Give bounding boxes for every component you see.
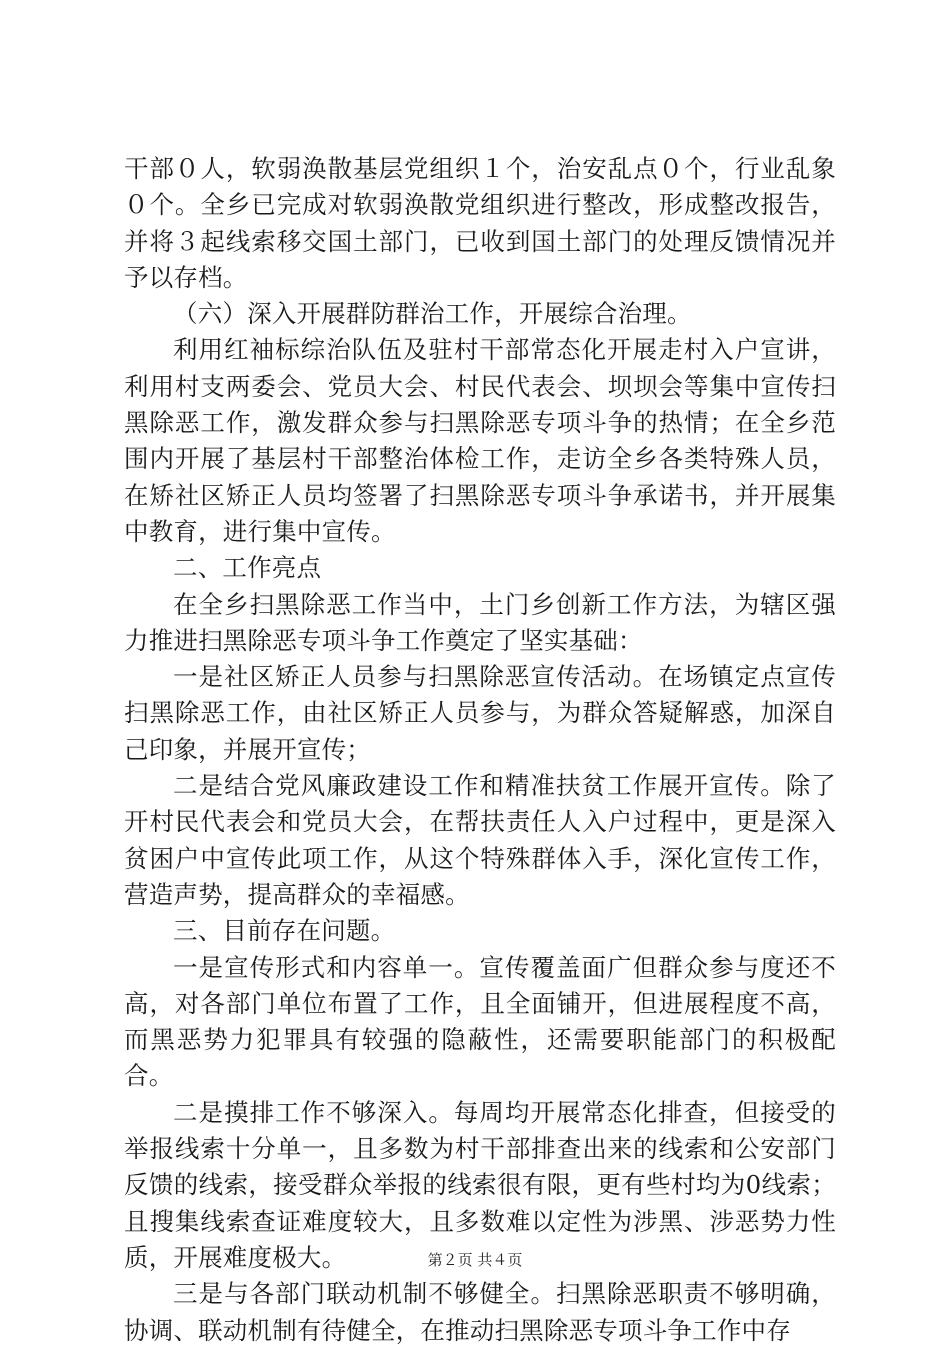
paragraph-1: 干部０人，软弱涣散基层党组织１个，治安乱点０个，行业乱象０个。全乡已完成对软弱涣散党组织进行整改，形成整改报告，并将３起线索移交国土部门，已收到国土部门的处理反馈情况并予以存档。	[124, 154, 836, 292]
page-footer: 第２页 共４页	[427, 1251, 523, 1269]
paragraph-11: 三是与各部门联动机制不够健全。扫黑除恶职责不够明确，协调、联动机制有待健全，在推动扫黑除恶专项斗争工作中存	[124, 1279, 836, 1345]
paragraph-3: 利用红袖标综治队伍及驻村干部常态化开展走村入户宣讲，利用村支两委会、党员大会、村民代表会、坝坝会等集中宣传扫黑除恶工作，激发群众参与扫黑除恶专项斗争的热情；在全乡范围内开展了基层村干部整治体检工作，走访全乡各类特殊人员，在矫社区矫正人员均签署了扫黑除恶专项斗争承诺书，并开展集中教育，进行集中宣传。	[124, 335, 836, 546]
document-body	[124, 151, 836, 1349]
section-heading-2: 二、工作亮点	[173, 553, 322, 583]
section-heading-3: 三、目前存在问题。	[173, 916, 396, 946]
paragraph-7: 二是结合党风廉政建设工作和精准扶贫工作展开宣传。除了开村民代表会和党员大会，在帮扶责任人入户过程中，更是深入贫困户中宣传此项工作，从这个特殊群体入手，深化宣传工作，营造声势，提高群众的幸福感。	[124, 771, 836, 909]
paragraph-6: 一是社区矫正人员参与扫黑除恶宣传活动。在场镇定点宣传扫黑除恶工作，由社区矫正人员参与，为群众答疑解惑，加深自己印象，并展开宣传；	[124, 662, 836, 764]
paragraph-10: 二是摸排工作不够深入。每周均开展常态化排查，但接受的举报线索十分单一，且多数为村干部排查出来的线索和公安部门反馈的线索，接受群众举报的线索很有限，更有些村均为0线索；且搜集线索查证难度较大，且多数难以定性为涉黑、涉恶势力性质，开展难度极大。	[124, 1097, 836, 1272]
paragraph-5: 在全乡扫黑除恶工作当中，土门乡创新工作方法，为辖区强力推进扫黑除恶专项斗争工作奠定了坚实基础：	[124, 589, 836, 655]
paragraph-heading-6: （六）深入开展群防群治工作，开展综合治理。	[173, 299, 692, 329]
paragraph-9: 一是宣传形式和内容单一。宣传覆盖面广但群众参与度还不高，对各部门单位布置了工作，且全面铺开，但进展程度不高，而黑恶势力犯罪具有较强的隐蔽性，还需要职能部门的积极配合。	[124, 952, 836, 1091]
